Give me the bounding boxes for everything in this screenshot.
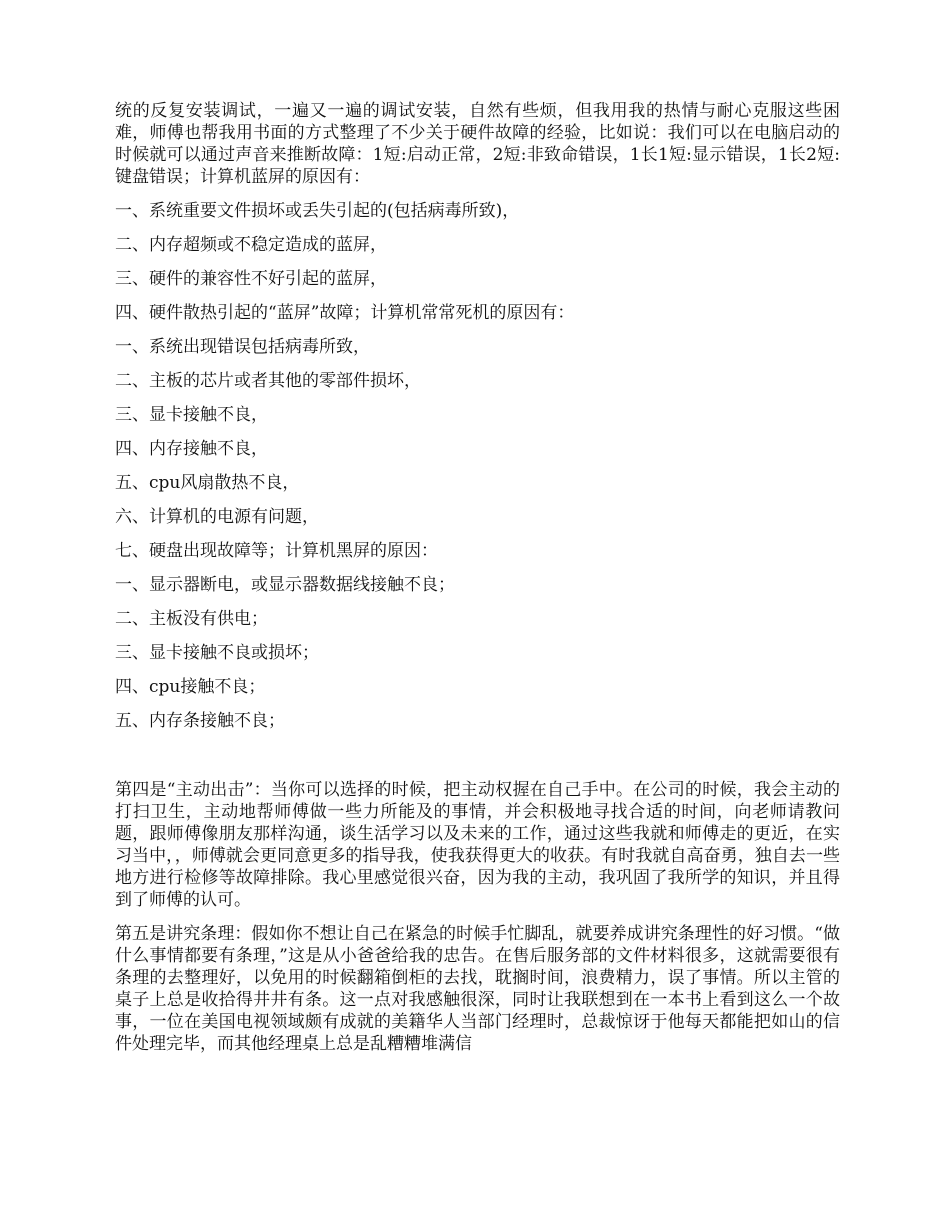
list-item: 七、硬盘出现故障等；计算机黑屏的原因： (115, 541, 438, 561)
list-item: 三、显卡接触不良， (115, 405, 268, 425)
list-item: 四、内存接触不良， (115, 439, 268, 459)
list-item: 五、cpu风扇散热不良， (115, 473, 300, 493)
paragraph-section-five: 第五是讲究条理：假如你不想让自己在紧急的时候手忙脚乱，就要养成讲究条理性的好习惯。“做什么事情都要有条理，”这是从小爸爸给我的忠告。在售后服务部的文件材料很多，这就需要很有条理的去整理好，以免用的时候翻箱倒柜的去找，耽搁时间，浪费精力，误了事情。所以主管的桌子上总是收拾得井井有条。这一点对我感触很深，同时让我联想到在一本书上看到这么一个故事，一位在美国电视领域颇有成就的美籍华人当部门经理时，总裁惊讶于他每天都能把如山的信件处理完毕，而其他经理桌上总是乱糟糟堆满信 (115, 924, 840, 1054)
list-item: 四、硬件散热引起的“蓝屏”故障；计算机常常死机的原因有： (115, 303, 575, 323)
list-item: 三、显卡接触不良或损坏； (115, 643, 319, 663)
list-item: 六、计算机的电源有问题， (115, 507, 319, 527)
list-item: 二、主板没有供电； (115, 609, 268, 629)
list-item: 四、cpu接触不良； (115, 677, 266, 697)
section-spacer (115, 744, 840, 779)
document-page (115, 100, 840, 1067)
list-item: 二、主板的芯片或者其他的零部件损坏， (115, 371, 421, 391)
paragraph-intro: 统的反复安装调试，一遍又一遍的调试安装，自然有些烦，但我用我的热情与耐心克服这些困难，师傅也帮我用书面的方式整理了不少关于硬件故障的经验，比如说：我们可以在电脑启动的时候就可以通过声音来推断故障：1短:启动正常，2短:非致命错误，1长1短:显示错误，1长2短:键盘错误；计算机蓝屏的原因有： (115, 101, 840, 187)
list-item: 一、系统重要文件损坏或丢失引起的(包括病毒所致)， (115, 201, 520, 221)
list-item: 五、内存条接触不良； (115, 711, 285, 731)
paragraph-section-four: 第四是“主动出击”：当你可以选择的时候，把主动权握在自己手中。在公司的时候，我会主动的打扫卫生，主动地帮师傅做一些力所能及的事情，并会积极地寻找合适的时间，向老师请教问题，跟师傅像朋友那样沟通，谈生活学习以及未来的工作，通过这些我就和师傅走的更近，在实习当中，，师傅就会更同意更多的指导我，使我获得更大的收获。有时我就自高奋勇，独自去一些地方进行检修等故障排除。我心里感觉很兴奋，因为我的主动，我巩固了我所学的知识，并且得到了师傅的认可。 (115, 780, 840, 910)
list-item: 二、内存超频或不稳定造成的蓝屏， (115, 235, 387, 255)
list-item: 一、显示器断电，或显示器数据线接触不良； (115, 575, 455, 595)
list-item: 三、硬件的兼容性不好引起的蓝屏， (115, 269, 387, 289)
fault-list (115, 200, 840, 732)
list-item: 一、系统出现错误包括病毒所致， (115, 337, 370, 357)
